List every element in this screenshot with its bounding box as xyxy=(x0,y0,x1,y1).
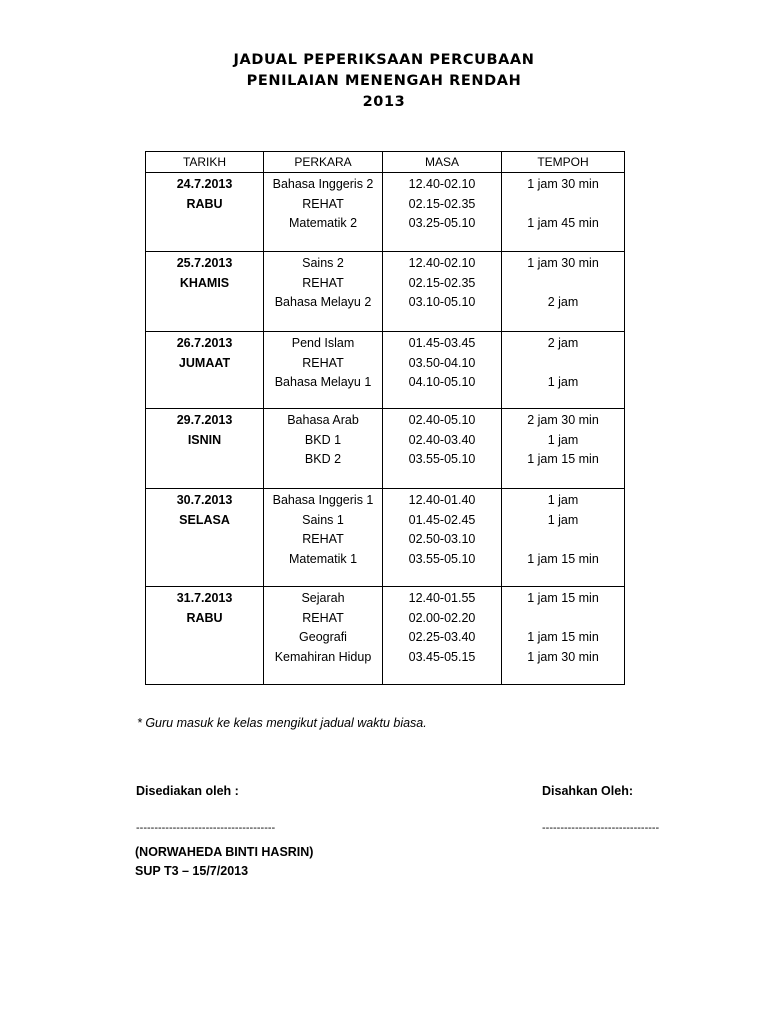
time-line: 12.40-02.10 xyxy=(408,256,476,270)
time-cell xyxy=(383,587,502,685)
date-cell xyxy=(146,587,264,685)
subject-cell xyxy=(264,332,383,409)
subject-line: Bahasa Inggeris 2 xyxy=(272,177,374,191)
subject-line: Matematik 2 xyxy=(288,216,358,230)
table-row xyxy=(146,489,625,587)
title-line-1: JADUAL PEPERIKSAAN PERCUBAAN xyxy=(233,52,535,68)
header-masa: MASA xyxy=(383,152,502,173)
subject-cell xyxy=(264,173,383,252)
prepared-signature-line: -------------------------------------- xyxy=(136,822,276,834)
subject-line: Matematik 1 xyxy=(288,551,358,566)
table-row xyxy=(146,409,625,489)
subject-line: Sains 2 xyxy=(302,256,344,270)
subject-line: Geografi xyxy=(299,630,347,644)
approved-signature-line: -------------------------------- xyxy=(542,822,660,834)
time-line: 01.45-02.45 xyxy=(408,512,476,527)
duration-line: 2 jam xyxy=(547,336,579,350)
date-cell xyxy=(146,332,264,409)
duration-line: 1 jam xyxy=(547,375,579,389)
time-line: 12.40-01.40 xyxy=(408,493,476,507)
date-line: 25.7.2013 xyxy=(176,256,233,270)
date-line: KHAMIS xyxy=(179,275,230,290)
preparer-position: SUP T3 – 15/7/2013 xyxy=(135,864,249,878)
table-body xyxy=(146,173,625,685)
subject-line: REHAT xyxy=(302,196,344,211)
time-line: 02.40-05.10 xyxy=(408,413,476,427)
subject-line: REHAT xyxy=(302,275,344,290)
subject-line: BKD 1 xyxy=(304,432,342,447)
time-cell xyxy=(383,489,502,587)
duration-cell xyxy=(502,587,625,685)
duration-line: 2 jam xyxy=(547,295,579,309)
time-line: 03.45-05.15 xyxy=(408,649,476,664)
date-line: 29.7.2013 xyxy=(176,413,233,427)
header-perkara: PERKARA xyxy=(264,152,383,173)
date-line: RABU xyxy=(186,610,223,625)
time-cell xyxy=(383,252,502,332)
date-line: 30.7.2013 xyxy=(176,493,233,507)
time-line: 02.00-02.20 xyxy=(408,610,476,625)
date-line: SELASA xyxy=(179,512,230,527)
table-row xyxy=(146,173,625,252)
subject-line: BKD 2 xyxy=(304,452,342,466)
time-line: 03.50-04.10 xyxy=(408,355,476,370)
table-row xyxy=(146,252,625,332)
time-line: 03.10-05.10 xyxy=(408,295,476,309)
duration-cell xyxy=(502,252,625,332)
time-line: 02.50-03.10 xyxy=(408,532,476,546)
header-tarikh: TARIKH xyxy=(146,152,264,173)
subject-line: Bahasa Melayu 1 xyxy=(274,375,372,389)
time-line: 02.25-03.40 xyxy=(408,630,476,644)
exam-schedule-table xyxy=(145,151,625,685)
time-line: 03.55-05.10 xyxy=(408,551,476,566)
duration-line: 1 jam 30 min xyxy=(527,177,599,191)
subject-line: Pend Islam xyxy=(291,336,355,350)
duration-line xyxy=(502,354,624,374)
note-text: * Guru masuk ke kelas mengikut jadual waktu biasa. xyxy=(137,716,427,730)
duration-line xyxy=(502,274,624,294)
duration-cell xyxy=(502,489,625,587)
date-line: ISNIN xyxy=(187,432,222,447)
duration-line: 1 jam 15 min xyxy=(527,551,599,566)
date-cell xyxy=(146,173,264,252)
subject-cell xyxy=(264,252,383,332)
duration-line xyxy=(502,609,624,629)
subject-line: Bahasa Arab xyxy=(287,413,359,427)
duration-line: 1 jam 30 min xyxy=(527,649,599,664)
preparer-name: (NORWAHEDA BINTI HASRIN) xyxy=(135,845,314,859)
duration-line: 1 jam 30 min xyxy=(527,256,599,270)
table-row xyxy=(146,332,625,409)
subject-line: Sains 1 xyxy=(302,512,344,527)
time-line: 02.40-03.40 xyxy=(408,432,476,447)
duration-line: 1 jam xyxy=(547,432,579,447)
time-line: 01.45-03.45 xyxy=(408,336,476,350)
subject-line: REHAT xyxy=(302,610,344,625)
subject-line: Bahasa Melayu 2 xyxy=(274,295,372,309)
table-row xyxy=(146,587,625,685)
duration-line: 1 jam xyxy=(547,493,579,507)
subject-cell xyxy=(264,587,383,685)
time-line: 03.55-05.10 xyxy=(408,452,476,466)
time-line: 02.15-02.35 xyxy=(408,275,476,290)
time-line: 02.15-02.35 xyxy=(408,196,476,211)
time-cell xyxy=(383,409,502,489)
subject-line: Kemahiran Hidup xyxy=(274,649,372,664)
date-line: 24.7.2013 xyxy=(176,177,233,191)
subject-line: REHAT xyxy=(302,532,344,546)
date-cell xyxy=(146,409,264,489)
date-line: JUMAAT xyxy=(178,355,231,370)
subject-line: Bahasa Inggeris 1 xyxy=(272,493,374,507)
time-cell xyxy=(383,332,502,409)
date-cell xyxy=(146,489,264,587)
duration-cell xyxy=(502,409,625,489)
date-line: RABU xyxy=(186,196,223,211)
subject-line: Sejarah xyxy=(301,591,345,605)
date-line: 26.7.2013 xyxy=(176,336,233,350)
subject-cell xyxy=(264,489,383,587)
approved-by-label: Disahkan Oleh: xyxy=(542,784,633,798)
subject-line: REHAT xyxy=(302,355,344,370)
date-cell xyxy=(146,252,264,332)
time-line: 12.40-01.55 xyxy=(408,591,476,605)
prepared-by-label: Disediakan oleh : xyxy=(136,784,239,798)
header-tempoh: TEMPOH xyxy=(502,152,625,173)
duration-line: 1 jam xyxy=(547,512,579,527)
duration-line xyxy=(502,195,624,215)
duration-line: 2 jam 30 min xyxy=(527,413,599,427)
time-line: 12.40-02.10 xyxy=(408,177,476,191)
preparer-block xyxy=(135,843,313,881)
document-title xyxy=(0,50,768,113)
duration-line: 1 jam 45 min xyxy=(527,216,599,230)
subject-cell xyxy=(264,409,383,489)
time-cell xyxy=(383,173,502,252)
table-header-row xyxy=(146,152,625,173)
title-line-2: PENILAIAN MENENGAH RENDAH xyxy=(246,73,522,89)
duration-line: 1 jam 15 min xyxy=(527,630,599,644)
date-line: 31.7.2013 xyxy=(176,591,233,605)
time-line: 03.25-05.10 xyxy=(408,216,476,230)
title-line-3: 2013 xyxy=(362,94,406,110)
time-line: 04.10-05.10 xyxy=(408,375,476,389)
duration-line xyxy=(502,530,624,550)
duration-line: 1 jam 15 min xyxy=(527,591,599,605)
duration-cell xyxy=(502,332,625,409)
duration-cell xyxy=(502,173,625,252)
duration-line: 1 jam 15 min xyxy=(527,452,599,466)
